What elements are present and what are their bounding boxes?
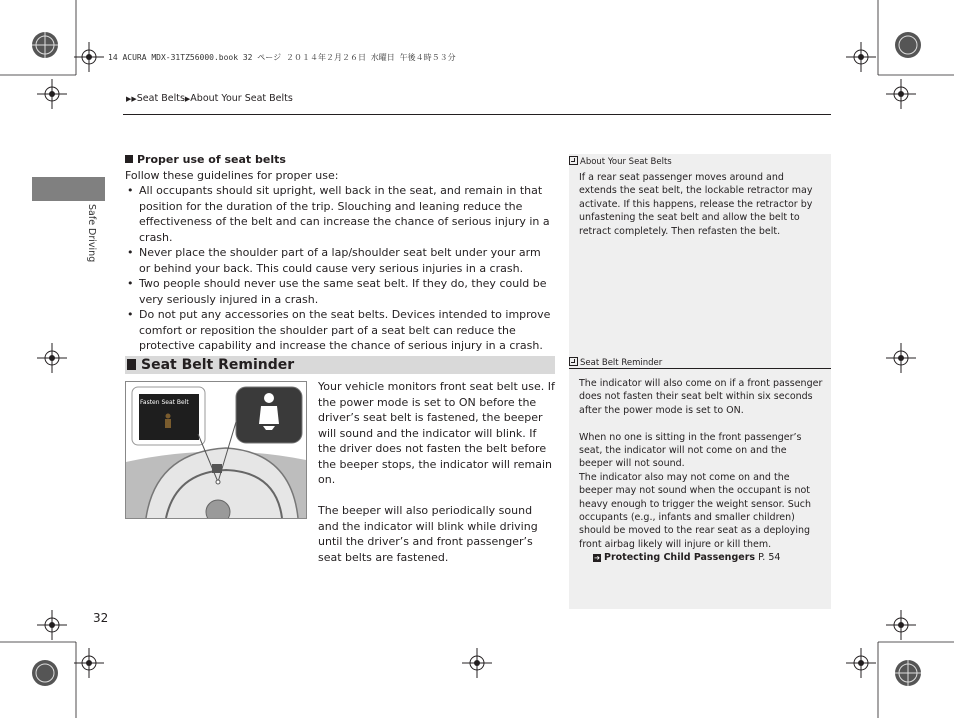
note-paragraph: The indicator also may not come on and the beeper may not sound when the occupant is not heavy enough to trigger the weight sensor. Such occupants (e.g., infants and smaller children) should be moved to the rear seat as a deploying front airbag likely will injure or kill them. (579, 471, 811, 550)
figure-callout-label: Fasten Seat Belt (140, 399, 189, 406)
header-divider (123, 114, 831, 115)
note-about-seat-belts (569, 156, 831, 238)
crosshair-icon (37, 343, 67, 373)
proper-use-section (125, 152, 555, 354)
section-title: Seat Belt Reminder (127, 356, 294, 374)
xref-arrow-icon: ➔ (594, 554, 600, 563)
guidelines-list (125, 183, 555, 354)
list-item: • Two people should never use the same seat belt. If they do, they could be very seriously injured in a crash. (125, 276, 555, 307)
crosshair-icon (886, 79, 916, 109)
dashboard-illustration (125, 381, 307, 519)
note-icon (569, 156, 578, 165)
note-heading: About Your Seat Belts (569, 156, 831, 167)
crosshair-icon (886, 610, 916, 640)
crosshair-icon (74, 648, 104, 678)
list-item: • Never place the shoulder part of a lap/shoulder seat belt under your arm or behind your back. This could cause very serious injuries in a crash. (125, 245, 555, 276)
reminder-paragraph: Your vehicle monitors front seat belt use. If the power mode is set to ON before the driver’s seat belt is fastened, the beeper will sound and the indicator will blink. If the driver does not fasten the belt before the beeper stops, the indicator will remain on. (318, 380, 555, 486)
breadcrumb-separator: ▶ (184, 95, 191, 103)
xref-link[interactable]: Protecting Child Passengers (604, 552, 756, 564)
registration-mark-icon (893, 30, 923, 60)
breadcrumb (126, 93, 293, 104)
list-item: • All occupants should sit upright, well back in the seat, and remain in that position for the duration of the trip. Slouching and leaning reduce the effectiveness of the belt and can increase the chance of serious injury in a crash. (125, 183, 555, 245)
breadcrumb-link-seat-belts[interactable]: Seat Belts (136, 93, 185, 104)
crosshair-icon (886, 343, 916, 373)
proper-use-intro: Follow these guidelines for proper use: (125, 168, 339, 182)
crosshair-icon (462, 648, 492, 678)
proper-use-heading: Proper use of seat belts (125, 152, 555, 168)
chapter-tab-label: Safe Driving (86, 204, 97, 263)
note-paragraph: When no one is sitting in the front passenger’s seat, the indicator will not come on and the beeper will not sound. (579, 431, 802, 470)
note-seat-belt-reminder (569, 357, 831, 565)
note-spacer (579, 417, 823, 430)
crosshair-icon (74, 42, 104, 72)
crosshair-icon (846, 42, 876, 72)
square-bullet-icon (125, 155, 133, 163)
registration-mark-icon (30, 30, 60, 60)
page-number: 32 (93, 611, 109, 625)
reminder-paragraph: The beeper will also periodically sound and the indicator will blink while driving until the driver’s and front passenger’s seat belts are fastened. (318, 504, 538, 564)
note-paragraph: The indicator will also come on if a front passenger does not fasten their seat belt within six seconds after the power mode is set to ON. (579, 378, 823, 416)
registration-mark-icon (893, 658, 923, 688)
note-heading: Seat Belt Reminder (569, 357, 831, 368)
crosshair-icon (37, 79, 67, 109)
note-body (579, 377, 823, 565)
list-item: • Do not put any accessories on the seat belts. Devices intended to improve comfort or reposition the shoulder part of a seat belt can reduce the protective capability and increase the chance of serious injury in a crash. (125, 307, 555, 354)
xref-page: P. 54 (758, 552, 781, 564)
registration-mark-icon (30, 658, 60, 688)
square-bullet-icon (127, 359, 136, 370)
print-job-header: 14 ACURA MDX-31TZ56000.book 32 ページ ２０１４年２月２６日 水曜日 午後４時５３分 (108, 53, 456, 62)
breadcrumb-current: About Your Seat Belts (190, 93, 293, 104)
crosshair-icon (846, 648, 876, 678)
cross-reference[interactable] (579, 551, 823, 564)
reminder-body (318, 379, 556, 581)
chapter-tab[interactable] (32, 177, 105, 201)
crosshair-icon (37, 610, 67, 640)
breadcrumb-arrows: ▶▶ (126, 95, 137, 103)
note-body: If a rear seat passenger moves around and extends the seat belt, the lockable retractor may activate. If this happens, release the retractor by unfastening the seat belt and allow the belt to retract completely. Then refasten the belt. (579, 172, 813, 237)
note-icon (569, 357, 578, 366)
